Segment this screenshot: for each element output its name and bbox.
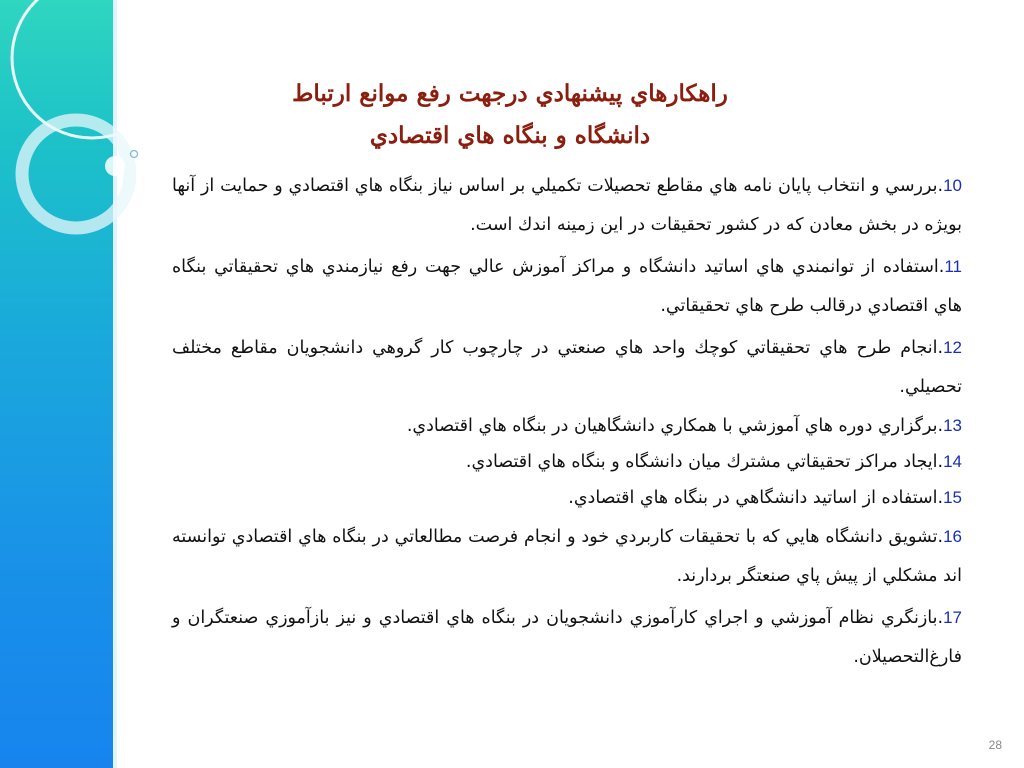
list-item	[172, 166, 962, 245]
recommendations-list	[172, 166, 962, 679]
item-text: .انجام طرح هاي تحقيقاتي كوچك واحد هاي صنعتي در چارچوب كار گروهي دانشجويان مقاطع مختلف تحصيلي.	[172, 338, 962, 397]
item-number: 11	[944, 257, 962, 276]
list-item	[172, 481, 962, 515]
item-text: .بازنگري نظام آموزشي و اجراي كارآموزي دانشجويان در بنگاه هاي اقتصادي و نيز بازآموزي صنعتگران و فارغ‌التحصيلان.	[172, 608, 962, 667]
slide-title-line-2: دانشگاه و بنگاه هاي اقتصادي	[369, 122, 651, 149]
slide-title-line-1: راهكارهاي پيشنهادي درجهت رفع موانع ارتباط	[292, 80, 728, 107]
item-number: 10	[943, 176, 962, 195]
item-text: .تشويق دانشگاه هايي كه با تحقيقات كاربردي خود و انجام فرصت مطالعاتي در بنگاه هاي اقتصادي توانسته اند مشكلي از پيش پاي صنعتگر بردارند.	[172, 527, 962, 586]
item-text: .برگزاري دوره هاي آموزشي با همكاري دانشگاهيان در بنگاه هاي اقتصادي.	[406, 416, 944, 436]
item-number: 15	[943, 488, 962, 507]
item-text: .ايجاد مراكز تحقيقاتي مشترك ميان دانشگاه و بنگاه هاي اقتصادي.	[465, 452, 944, 472]
list-item	[172, 409, 962, 443]
item-number: 14	[943, 452, 962, 471]
list-item	[172, 517, 962, 596]
item-text: .استفاده از توانمندي هاي اساتيد دانشگاه و مراكز آموزش عالي جهت رفع نيازمندي هاي تحقيقاتي بنگاه هاي اقتصادي درقالب طرح هاي تحقيقاتي.	[172, 257, 962, 316]
page-number: 28	[988, 738, 1002, 752]
list-item	[172, 445, 962, 479]
item-number: 13	[943, 416, 962, 435]
item-number: 17	[943, 608, 962, 627]
item-text: .بررسي و انتخاب پايان نامه هاي مقاطع تحصيلات تكميلي بر اساس نياز بنگاه هاي اقتصادي و حمايت از آنها بويژه در بخش معادن كه در كشور تحقيقات در اين زمينه اندك است.	[172, 176, 962, 235]
decorative-circles	[0, 0, 160, 300]
item-number: 12	[943, 338, 962, 357]
item-number: 16	[943, 527, 962, 546]
item-text: .استفاده از اساتيد دانشگاهي در بنگاه هاي اقتصادي.	[568, 488, 944, 508]
list-item	[172, 328, 962, 407]
list-item	[172, 598, 962, 677]
list-item	[172, 247, 962, 326]
